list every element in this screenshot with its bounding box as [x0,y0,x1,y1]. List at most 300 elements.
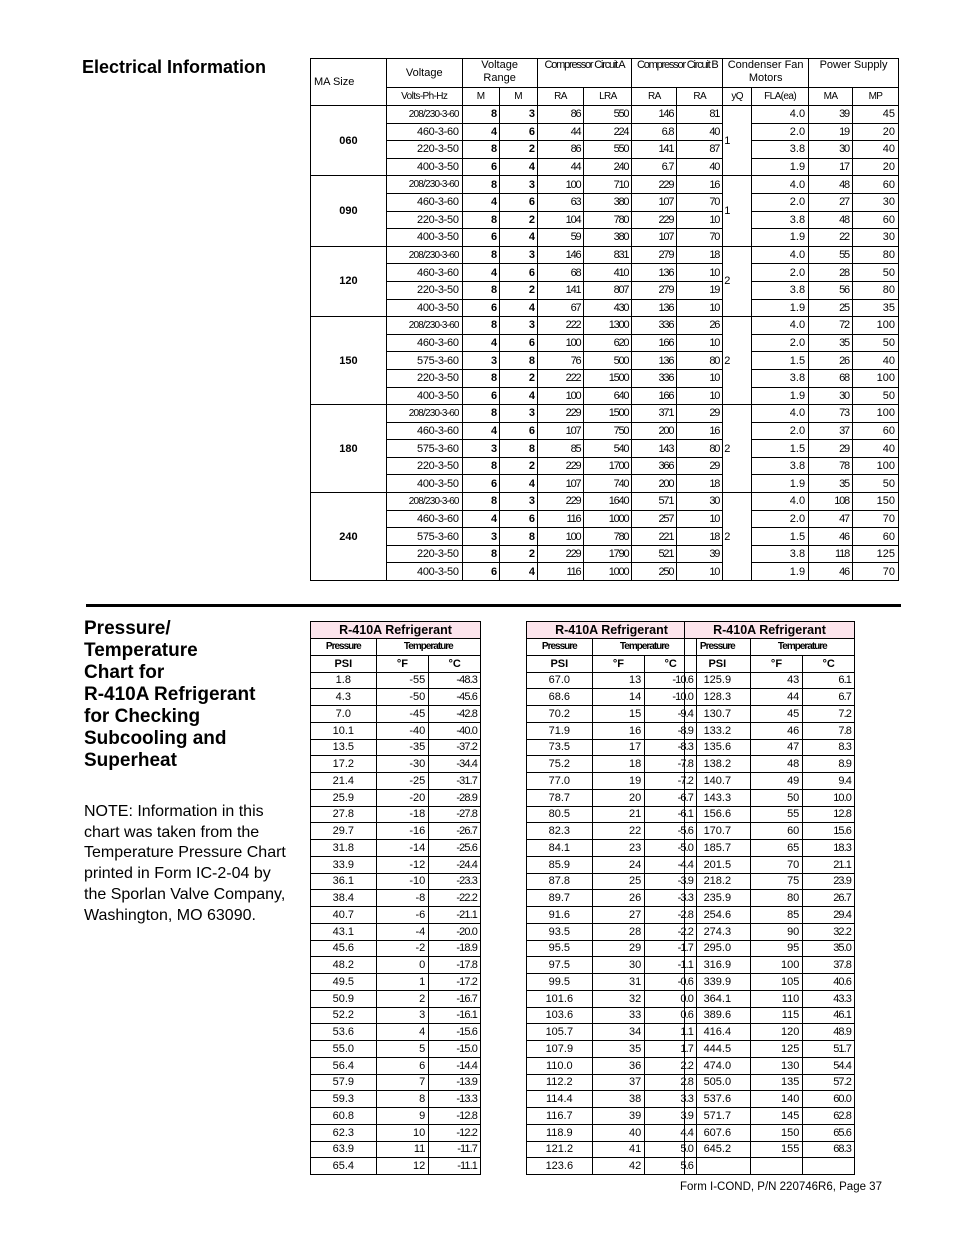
table-cell: 26.7 [803,890,855,907]
table-row [527,1124,697,1141]
table-cell: 2.0 [752,193,809,211]
table-cell: -8.9 [645,722,697,739]
table-cell: 4.4 [645,1124,697,1141]
table-cell: -3.3 [645,890,697,907]
pt-table [684,621,855,1175]
table-row [311,493,899,511]
table-row [685,890,855,907]
table-cell: 2.0 [752,510,809,528]
table-cell: 46 [750,722,803,739]
table-row [527,823,697,840]
table-cell: 50 [852,387,898,405]
table-cell: -22.2 [429,890,481,907]
table-row [685,856,855,873]
table-row [311,176,899,194]
table-row [311,1024,481,1041]
table-cell: 150 [852,493,898,511]
table-cell: 45.6 [311,940,377,957]
table-cell: 105.7 [527,1024,593,1041]
table-cell: -12 [376,856,429,873]
table-cell: 26 [677,317,723,335]
table-cell: 29 [592,940,645,957]
table-cell: 80 [750,890,803,907]
table-cell: 2 [499,545,537,563]
table-cell: 1000 [584,510,632,528]
table-cell: 55 [750,806,803,823]
table-cell: 52.2 [311,1007,377,1024]
table-cell: 39 [677,545,723,563]
table-cell: 4 [499,387,537,405]
section-divider [86,604,901,607]
table-cell: 87.8 [527,873,593,890]
table-cell: -45 [376,706,429,723]
table-cell: 24 [592,856,645,873]
table-cell: 84.1 [527,840,593,857]
table-cell: 27.8 [311,806,377,823]
table-row [527,873,697,890]
table-cell: -7.8 [645,756,697,773]
header-power: Power Supply [809,59,899,88]
table-cell: -14.4 [429,1057,481,1074]
table-cell: 4 [499,563,537,581]
table-cell: 3 [499,176,537,194]
table-cell: 750 [584,422,632,440]
table-cell: 550 [584,141,632,159]
table-cell: 41 [592,1141,645,1158]
subheader-cell: MP [852,88,898,106]
table-cell: 30 [809,387,853,405]
table-cell: 10 [677,211,723,229]
table-cell: 8 [462,493,499,511]
table-cell: 5.6 [645,1158,697,1175]
table-cell: 460-3-60 [386,422,462,440]
psi-unit: PSI [311,655,377,672]
table-cell: 4 [462,422,499,440]
table-cell: 166 [632,334,677,352]
table-cell: 229 [632,211,677,229]
subheader-cell: MA [809,88,853,106]
table-cell: -13.9 [429,1074,481,1091]
table-cell: 103.6 [527,1007,593,1024]
table-cell: 218.2 [685,873,751,890]
table-cell: 8 [462,281,499,299]
subheader-cell: M [462,88,499,106]
table-cell: 39 [809,106,853,124]
table-cell: 18.3 [803,840,855,857]
table-row [527,990,697,1007]
table-row [527,890,697,907]
table-cell: 42 [592,1158,645,1175]
table-cell: 29 [677,457,723,475]
table-cell: 49.5 [311,974,377,991]
table-cell: 60.8 [311,1108,377,1125]
table-cell: 4.0 [752,493,809,511]
table-cell: 2.0 [752,264,809,282]
table-cell: 1.9 [752,229,809,247]
table-row [685,957,855,974]
table-cell: 90 [750,923,803,940]
table-cell: 23.9 [803,873,855,890]
table-row [311,281,899,299]
table-row [685,689,855,706]
title-line: Superheat [84,750,177,771]
table-cell: 140 [750,1091,803,1108]
table-cell: 49 [750,773,803,790]
table-cell: 7.2 [803,706,855,723]
table-cell [750,1158,803,1175]
table-cell: 389.6 [685,1007,751,1024]
table-cell: 116 [537,563,584,581]
table-cell: 34 [592,1024,645,1041]
table-cell: 6 [376,1057,429,1074]
table-cell: -10 [376,873,429,890]
table-cell: 72 [809,317,853,335]
table-cell: 645.2 [685,1141,751,1158]
table-cell: 59 [537,229,584,247]
table-row [685,990,855,1007]
table-cell: 114.4 [527,1091,593,1108]
table-row [311,890,481,907]
table-cell: -16.1 [429,1007,481,1024]
table-cell: 170.7 [685,823,751,840]
table-cell: 4 [462,193,499,211]
table-cell: 295.0 [685,940,751,957]
table-cell: -13.3 [429,1091,481,1108]
table-cell: 21.4 [311,773,377,790]
table-cell: 364.1 [685,990,751,1007]
temperature-header: Temperature [750,639,854,656]
table-row [527,689,697,706]
table-cell: 60 [852,422,898,440]
table-cell: 55 [809,246,853,264]
table-cell: 1.7 [645,1041,697,1058]
table-cell: 107 [537,422,584,440]
table-cell: 67 [537,299,584,317]
table-cell: 20 [852,123,898,141]
table-cell: 5 [376,1041,429,1058]
table-cell: 30 [809,141,853,159]
table-cell: 73.5 [527,739,593,756]
table-cell: 229 [632,176,677,194]
table-cell: 224 [584,123,632,141]
table-cell: -21.1 [429,907,481,924]
pressure-header: Pressure [527,639,593,656]
table-cell: 8 [462,246,499,264]
table-row [685,1124,855,1141]
table-row [685,1091,855,1108]
table-cell: 63.9 [311,1141,377,1158]
table-cell: 15 [592,706,645,723]
table-cell: 130 [750,1057,803,1074]
table-row [527,923,697,940]
table-cell: 521 [632,545,677,563]
table-cell: 40 [852,440,898,458]
table-cell: 16 [677,176,723,194]
table-cell: -1.1 [645,957,697,974]
pt-note: NOTE: Information in this chart was taken from the Temperature Pressure Chart printed in Form IC-2-04 by the Sporlan Valve Company, Washington, MO 63090. [84,803,286,924]
table-cell: 200 [632,475,677,493]
table-cell: 1.1 [645,1024,697,1041]
table-cell: 70.2 [527,706,593,723]
subheader-cell: FLA(ea) [752,88,809,106]
table-cell: 37 [592,1074,645,1091]
table-cell: 68 [537,264,584,282]
table-cell: 430 [584,299,632,317]
table-row [685,1024,855,1041]
table-cell: 460-3-60 [386,123,462,141]
table-cell: 37.8 [803,957,855,974]
table-cell: 65.6 [803,1124,855,1141]
table-cell: 3.8 [752,141,809,159]
table-cell: 4 [499,158,537,176]
table-row [311,907,481,924]
table-cell: 3.8 [752,211,809,229]
table-cell: 48 [809,211,853,229]
table-cell: 710 [584,176,632,194]
table-cell: 27 [809,193,853,211]
table-cell: 141 [537,281,584,299]
table-cell: 19 [592,773,645,790]
table-cell: -0.6 [645,974,697,991]
table-cell: 575-3-60 [386,440,462,458]
table-cell: 4 [462,510,499,528]
table-cell: 2 [499,457,537,475]
table-cell: -18.9 [429,940,481,957]
subheader-cell: M [499,88,537,106]
temperature-header: Temperature [592,639,696,656]
table-cell: 4.0 [752,246,809,264]
table-cell: 14 [592,689,645,706]
table-row [685,739,855,756]
table-cell: 19 [677,281,723,299]
table-cell: 47 [809,510,853,528]
table-cell: 70 [852,510,898,528]
table-cell: 575-3-60 [386,352,462,370]
table-cell: 46 [809,563,853,581]
table-row [685,907,855,924]
table-cell: -2.8 [645,907,697,924]
table-cell: 1300 [584,317,632,335]
table-cell: 6 [499,422,537,440]
table-cell: -11.1 [429,1158,481,1175]
table-cell: 44 [537,158,584,176]
table-cell: 100 [537,387,584,405]
table-cell: 105 [750,974,803,991]
table-cell: 110 [750,990,803,1007]
table-cell: 400-3-50 [386,563,462,581]
fan-qty: 2 [723,405,752,493]
table-cell: 3.8 [752,369,809,387]
table-cell: 8 [499,352,537,370]
table-cell: 12.8 [803,806,855,823]
table-cell: 30 [852,193,898,211]
header-model-size: MA Size [311,59,387,106]
table-row [527,1074,697,1091]
table-cell: 13.5 [311,739,377,756]
header-voltage: Voltage [386,59,462,88]
pt-chart-title [84,618,255,772]
table-cell: 444.5 [685,1041,751,1058]
table-cell: 2.2 [645,1057,697,1074]
table-cell: 1640 [584,493,632,511]
table-cell: 57.2 [803,1074,855,1091]
table-cell: 8 [499,528,537,546]
table-cell: 10 [677,369,723,387]
table-cell: -2.2 [645,923,697,940]
table-row [311,475,899,493]
table-cell: 130.7 [685,706,751,723]
table-cell: 30 [592,957,645,974]
table-cell: 62.3 [311,1124,377,1141]
table-cell: 35 [809,475,853,493]
table-cell: 57.9 [311,1074,377,1091]
table-cell: 44 [537,123,584,141]
table-row [685,773,855,790]
celsius-unit: °C [803,655,855,672]
table-cell: 135 [750,1074,803,1091]
table-cell: 2.0 [752,422,809,440]
title-line: R-410A Refrigerant [84,684,256,705]
subheader-cell: RA [677,88,723,106]
table-cell: 1790 [584,545,632,563]
table-cell: 22 [809,229,853,247]
table-cell: 16 [592,722,645,739]
table-cell: 3.8 [752,457,809,475]
model-size: 240 [311,493,387,581]
table-cell: -18 [376,806,429,823]
table-cell: 156.6 [685,806,751,823]
table-cell: 371 [632,405,677,423]
table-row [311,229,899,247]
model-size: 180 [311,405,387,493]
table-row [311,246,899,264]
table-cell: 18 [677,246,723,264]
table-cell: 3.3 [645,1091,697,1108]
table-cell: 89.7 [527,890,593,907]
table-cell: 100 [852,457,898,475]
table-cell: 54.4 [803,1057,855,1074]
table-cell: 571.7 [685,1108,751,1125]
pt-table-title: R-410A Refrigerant [311,622,481,639]
table-cell: -37.2 [429,739,481,756]
table-cell: 10 [677,387,723,405]
table-cell: 2.0 [752,334,809,352]
table-cell: 68 [809,369,853,387]
table-row [685,823,855,840]
table-cell: 6 [499,510,537,528]
table-cell: 60.0 [803,1091,855,1108]
table-cell: 7 [376,1074,429,1091]
table-cell: 1.9 [752,299,809,317]
table-row [685,1007,855,1024]
table-row [685,940,855,957]
pt-table [526,621,697,1175]
table-cell: 221 [632,528,677,546]
table-cell: 93.5 [527,923,593,940]
table-row [311,823,481,840]
table-cell: 10.1 [311,722,377,739]
table-cell: 85 [537,440,584,458]
table-cell: 82.3 [527,823,593,840]
table-cell: 400-3-50 [386,475,462,493]
table-cell: 32.2 [803,923,855,940]
table-cell: 107.9 [527,1041,593,1058]
table-row [685,756,855,773]
table-cell: 8 [462,545,499,563]
table-cell: -45.6 [429,689,481,706]
table-cell: 78.7 [527,789,593,806]
table-cell: 0 [376,957,429,974]
table-cell: 400-3-50 [386,387,462,405]
table-cell: 135.6 [685,739,751,756]
electrical-table [310,58,899,581]
table-cell: 107 [632,229,677,247]
table-cell: 60 [852,211,898,229]
table-cell: 222 [537,317,584,335]
table-cell: 17 [592,739,645,756]
table-row [311,334,899,352]
subheader-cell: Volts-Ph-Hz [386,88,462,106]
table-row [685,1108,855,1125]
table-cell: 10 [677,510,723,528]
table-cell: 6.7 [803,689,855,706]
table-cell: 17 [809,158,853,176]
table-cell: 6.7 [632,158,677,176]
table-cell: 30 [677,493,723,511]
table-row [685,806,855,823]
table-cell: -2 [376,940,429,957]
table-cell: -8 [376,890,429,907]
subheader-cell: RA [537,88,584,106]
table-row [311,141,899,159]
table-cell: 36 [592,1057,645,1074]
table-cell: 460-3-60 [386,264,462,282]
table-cell: 33.9 [311,856,377,873]
pt-table-title: R-410A Refrigerant [685,622,855,639]
table-cell: 136 [632,299,677,317]
table-cell: -25 [376,773,429,790]
table-cell: -30 [376,756,429,773]
table-cell: 6 [499,334,537,352]
table-cell: 1.5 [752,352,809,370]
table-cell: 6 [499,123,537,141]
table-cell: 222 [537,369,584,387]
table-cell: 143.3 [685,789,751,806]
table-cell: 60 [852,176,898,194]
table-cell: 141 [632,141,677,159]
table-cell: 8 [462,369,499,387]
table-cell: 6 [462,299,499,317]
table-cell: 6 [499,193,537,211]
table-cell: 0.6 [645,1007,697,1024]
table-cell: 50 [750,789,803,806]
table-cell: 3 [499,405,537,423]
table-cell: -42.8 [429,706,481,723]
table-cell: -17.8 [429,957,481,974]
table-cell: 10 [677,334,723,352]
table-cell: 101.6 [527,990,593,1007]
model-size: 060 [311,106,387,176]
model-size: 150 [311,317,387,405]
table-cell: 10 [677,264,723,282]
table-cell: 3.8 [752,545,809,563]
table-cell: 3 [499,106,537,124]
table-row [311,990,481,1007]
table-row [527,1108,697,1125]
table-cell: 10 [677,563,723,581]
table-row [527,739,697,756]
fan-qty: 1 [723,106,752,176]
